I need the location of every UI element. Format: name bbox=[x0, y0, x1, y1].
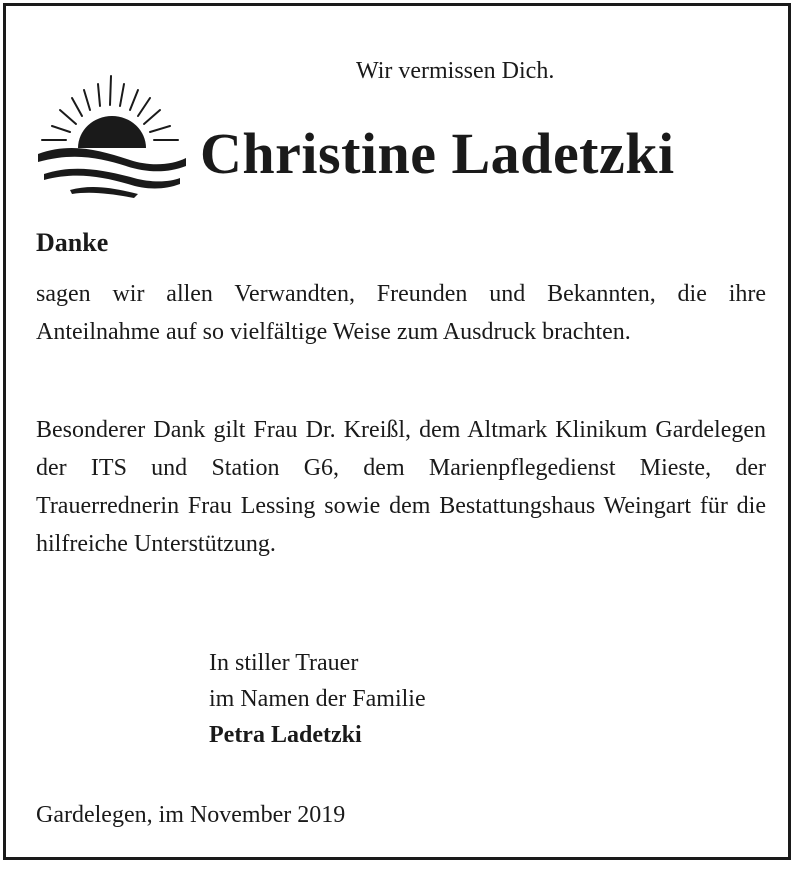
thanks-paragraph: sagen wir allen Verwandten, Freunden und Bekannten, die ihre Anteilnahme auf so vielfältige Weise zum Ausdruck brachten. bbox=[36, 281, 766, 345]
sunset-over-hills-icon bbox=[30, 70, 190, 200]
special-thanks-paragraph: Besonderer Dank gilt Frau Dr. Kreißl, dem Altmark Klinikum Gardelegen der ITS und Station G6, dem Marienpflegedienst Mieste, der Trauerrednerin Frau Lessing sowie dem Bestattungshaus Weingart für die hilfreiche Unterstützung. bbox=[36, 417, 766, 557]
tagline: Wir vermissen Dich. bbox=[356, 58, 555, 84]
signature-line-mourning: In stiller Trauer bbox=[209, 650, 359, 676]
place-and-date: Gardelegen, im November 2019 bbox=[36, 802, 346, 828]
signature-line-family: im Namen der Familie bbox=[209, 686, 426, 712]
deceased-name: Christine Ladetzki bbox=[200, 121, 675, 186]
thanks-heading: Danke bbox=[36, 228, 109, 257]
signature-block bbox=[209, 645, 426, 753]
signer-name: Petra Ladetzki bbox=[209, 722, 362, 748]
